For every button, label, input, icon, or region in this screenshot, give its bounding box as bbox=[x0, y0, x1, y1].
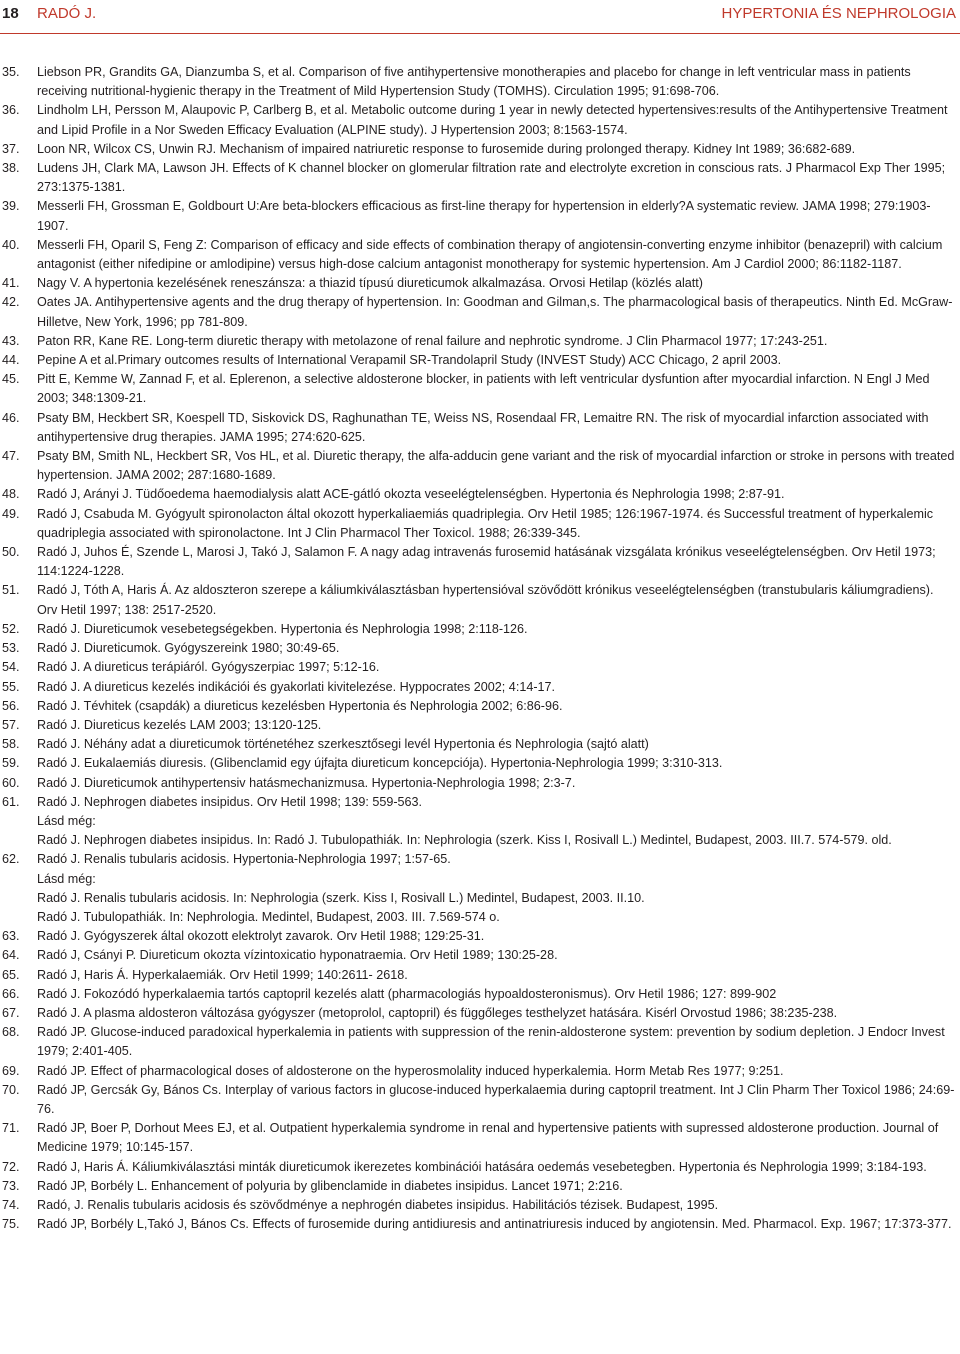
reference-text bbox=[37, 1177, 957, 1196]
reference-number: 60. bbox=[2, 775, 20, 790]
reference-number: 64. bbox=[2, 948, 20, 963]
reference-citation: Pepine A et al.Primary outcomes results of International Verapamil SR-Trandolapril Study (INVEST Study) ACC Chicago, 2 april 2003. bbox=[37, 353, 782, 368]
reference-number: 56. bbox=[2, 698, 20, 713]
reference-item bbox=[2, 774, 957, 793]
reference-number: 65. bbox=[2, 967, 20, 982]
reference-citation: Radó J, Arányi J. Tüdőoedema haemodialysis alatt ACE-gátló okozta veseelégtelenségben. Hypertonia és Nephrologia 1998; 2:87-91. bbox=[37, 487, 785, 502]
running-section-title: HYPERTONIA ÉS NEPHROLOGIA bbox=[721, 5, 956, 22]
reference-text bbox=[37, 274, 957, 293]
reference-number: 38. bbox=[2, 161, 20, 176]
reference-text bbox=[37, 197, 957, 235]
reference-item bbox=[2, 1062, 957, 1081]
reference-item bbox=[2, 159, 957, 197]
reference-item bbox=[2, 1196, 957, 1215]
reference-item bbox=[2, 1177, 957, 1196]
reference-citation: Radó, J. Renalis tubularis acidosis és szövődménye a nephrogén diabetes insipidus. Habilitációs tézisek. Budapest, 1995. bbox=[37, 1197, 719, 1212]
reference-citation: Paton RR, Kane RE. Long-term diuretic therapy with metolazone of renal failure and nephrotic syndrome. J Clin Pharmacol 1977; 17:243-251. bbox=[37, 333, 828, 348]
reference-text bbox=[37, 409, 957, 447]
reference-item bbox=[2, 1023, 957, 1061]
reference-text bbox=[37, 1215, 957, 1234]
reference-text bbox=[37, 543, 957, 581]
reference-number: 75. bbox=[2, 1217, 20, 1232]
reference-citation: Radó J. A diureticus terápiáról. Gyógyszerpiac 1997; 5:12-16. bbox=[37, 660, 380, 675]
reference-text bbox=[37, 620, 957, 639]
reference-number: 58. bbox=[2, 737, 20, 752]
reference-number: 73. bbox=[2, 1178, 20, 1193]
reference-citation: Radó J. Diureticumok antihypertensiv hatásmechanizmusa. Hypertonia-Nephrologia 1998; 2:3-7. bbox=[37, 775, 576, 790]
reference-item bbox=[2, 485, 957, 504]
reference-number: 39. bbox=[2, 199, 20, 214]
reference-text bbox=[37, 1004, 957, 1023]
reference-number: 72. bbox=[2, 1159, 20, 1174]
reference-item bbox=[2, 505, 957, 543]
reference-item bbox=[2, 140, 957, 159]
reference-citation: Nagy V. A hypertonia kezelésének reneszánsza: a thiazid típusú diureticumok alkalmazása. Orvosi Hetilap (közlés alatt) bbox=[37, 276, 703, 291]
reference-text bbox=[37, 658, 957, 677]
reference-text bbox=[37, 716, 957, 735]
reference-text bbox=[37, 985, 957, 1004]
reference-item bbox=[2, 985, 957, 1004]
reference-citation: Radó J, Csányi P. Diureticum okozta vízintoxicatio hyponatraemia. Orv Hetil 1989; 130:25-28. bbox=[37, 948, 558, 963]
reference-number: 43. bbox=[2, 333, 20, 348]
reference-number: 35. bbox=[2, 65, 20, 79]
reference-text bbox=[37, 639, 957, 658]
reference-citation: Radó J, Tóth A, Haris Á. Az aldoszteron szerepe a káliumkiválasztásban hypertensióval szövődött krónikus veseelégtelenségben (transtubularis káliumgradiens). Orv Hetil 1997; 138: 2517-2520. bbox=[37, 583, 934, 617]
reference-citation: Messerli FH, Grossman E, Goldbourt U:Are beta-blockers efficacious as first-line therapy for hypertension in elderly?A systematic review. JAMA 1998; 279:1903-1907. bbox=[37, 199, 931, 233]
reference-item bbox=[2, 927, 957, 946]
reference-item bbox=[2, 1119, 957, 1157]
reference-number: 49. bbox=[2, 506, 20, 521]
reference-item bbox=[2, 447, 957, 485]
reference-text bbox=[37, 447, 957, 485]
reference-text bbox=[37, 293, 957, 331]
reference-citation: Radó J. Tévhitek (csapdák) a diureticus kezelésben Hypertonia és Nephrologia 2002; 6:86-96. bbox=[37, 698, 563, 713]
reference-text bbox=[37, 581, 957, 619]
reference-number: 46. bbox=[2, 410, 20, 425]
reference-text bbox=[37, 793, 957, 851]
reference-citation: Radó J. Renalis tubularis acidosis. Hypertonia-Nephrologia 1997; 1:57-65. bbox=[37, 852, 451, 867]
reference-item bbox=[2, 370, 957, 408]
reference-number: 44. bbox=[2, 353, 20, 368]
reference-citation: Psaty BM, Heckbert SR, Koespell TD, Siskovick DS, Raghunathan TE, Weiss NS, Rosendaal FR, Lemaitre RN. The risk of myocardial infarction associated with antihypertensive drug therapies. JAMA 1995; 274:620-625. bbox=[37, 410, 929, 444]
reference-number: 53. bbox=[2, 641, 20, 656]
reference-see-also-line: Radó J. Nephrogen diabetes insipidus. In: Radó J. Tubulopathiák. In: Nephrologia (szerk. Kiss I, Rosivall L.) Medintel, Budapest, 2003. III.7. 574-579. old. bbox=[37, 833, 892, 848]
reference-citation: Psaty BM, Smith NL, Heckbert SR, Vos HL, et al. Diuretic therapy, the alfa-adducin gene variant and the risk of myocardial infarction or stroke in persons with treated hypertension. JAMA 2002; 287:1680-1689. bbox=[37, 449, 955, 483]
reference-item bbox=[2, 1158, 957, 1177]
reference-text bbox=[37, 101, 957, 139]
reference-item bbox=[2, 793, 957, 851]
reference-item bbox=[2, 332, 957, 351]
reference-citation: Messerli FH, Oparil S, Feng Z: Comparison of efficacy and side effects of combination therapy of angiotensin-converting enzyme inhibitor (benazepril) with calcium antagonist (either nifedipine or amlodipine) versus high-dose calcium antagonist monotherapy for systemic hypertension. Am J Cardiol 2000; 86:1182-1187. bbox=[37, 237, 943, 272]
reference-citation: Radó J, Haris Á. Káliumkiválasztási minták diureticumok ikerezetes kombinációi hatására oedemás vesebetegben. Hypertonia és Nephrologia 1999; 3:184-193. bbox=[37, 1159, 927, 1174]
reference-number: 50. bbox=[2, 545, 20, 560]
reference-see-also-line: Lásd még: bbox=[37, 813, 96, 828]
reference-item bbox=[2, 274, 957, 293]
reference-citation: Radó J, Juhos É, Szende L, Marosi J, Takó J, Salamon F. A nagy adag intravenás furosemid hatásának vizsgálata krónikus veseelégtelenségben. Orv Hetil 1973; 114:1224-1228. bbox=[37, 545, 936, 579]
reference-number: 61. bbox=[2, 794, 20, 809]
reference-text bbox=[37, 850, 957, 927]
reference-text bbox=[37, 1158, 957, 1177]
reference-item bbox=[2, 966, 957, 985]
reference-item bbox=[2, 1004, 957, 1023]
reference-text bbox=[37, 1119, 957, 1157]
reference-item bbox=[2, 63, 957, 101]
reference-citation: Radó JP, Borbély L. Enhancement of polyuria by glibenclamide in diabetes insipidus. Lancet 1971; 2:216. bbox=[37, 1178, 623, 1193]
reference-text bbox=[37, 966, 957, 985]
reference-item bbox=[2, 581, 957, 619]
reference-text bbox=[37, 946, 957, 965]
reference-number: 42. bbox=[2, 295, 20, 310]
reference-citation: Oates JA. Antihypertensive agents and the drug therapy of hypertension. In: Goodman and Gilman,s. The pharmacological basis of therapeutics. Ninth Ed. McGraw-Hilletve, New York, 1996; pp 781-809. bbox=[37, 295, 953, 329]
reference-citation: Radó JP. Effect of pharmacological doses of aldosterone on the hyperosmolality induced hyperkalemia. Horm Metab Res 1977; 9:251. bbox=[37, 1063, 784, 1078]
reference-item bbox=[2, 1215, 957, 1234]
reference-see-also-line: Radó J. Renalis tubularis acidosis. In: Nephrologia (szerk. Kiss I, Rosivall L.) Medintel, Budapest, 2003. II.10. bbox=[37, 890, 645, 905]
reference-text bbox=[37, 140, 957, 159]
reference-citation: Radó J. A plasma aldosteron változása gyógyszer (metoprolol, captopril) és függőleges testhelyzet hatására. Kisérl Orvostud 1986; 38:235-238. bbox=[37, 1005, 838, 1020]
reference-number: 66. bbox=[2, 986, 20, 1001]
reference-number: 45. bbox=[2, 372, 20, 387]
reference-citation: Liebson PR, Grandits GA, Dianzumba S, et al. Comparison of five antihypertensive monotherapies and placebo for change in left ventricular mass in patients receiving nutritional-hygienic therapy in the Treatment of Mild Hypertension Study (TOMHS). Circulation 1995; 91:698-706. bbox=[37, 65, 911, 99]
reference-text bbox=[37, 485, 957, 504]
reference-text bbox=[37, 678, 957, 697]
reference-item bbox=[2, 658, 957, 677]
reference-number: 62. bbox=[2, 852, 20, 867]
reference-text bbox=[37, 1081, 957, 1119]
reference-number: 68. bbox=[2, 1025, 20, 1040]
reference-item bbox=[2, 101, 957, 139]
reference-citation: Pitt E, Kemme W, Zannad F, et al. Eplerenon, a selective aldosterone blocker, in patients with left ventricular dysfuntion after myocardial infarction. N Engl J Med 2003; 348:1309-21. bbox=[37, 372, 930, 406]
reference-number: 48. bbox=[2, 487, 20, 502]
reference-text bbox=[37, 236, 957, 274]
reference-number: 36. bbox=[2, 103, 20, 118]
reference-text bbox=[37, 927, 957, 946]
reference-citation: Radó J. Diureticumok. Gyógyszereink 1980; 30:49-65. bbox=[37, 641, 340, 656]
reference-item bbox=[2, 409, 957, 447]
reference-text bbox=[37, 370, 957, 408]
reference-citation: Radó JP. Glucose-induced paradoxical hyperkalemia in patients with suppression of the renin-aldosterone system: prevention by sodium depletion. J Endocr Invest 1979; 2:401-405. bbox=[37, 1025, 945, 1059]
page-number: 18 bbox=[2, 5, 19, 22]
reference-item bbox=[2, 1081, 957, 1119]
reference-text bbox=[37, 1196, 957, 1215]
reference-text bbox=[37, 505, 957, 543]
reference-citation: Loon NR, Wilcox CS, Unwin RJ. Mechanism of impaired natriuretic response to furosemide during prolonged therapy. Kidney Int 1989; 36:682-689. bbox=[37, 141, 856, 156]
reference-citation: Radó J. Gyógyszerek által okozott elektrolyt zavarok. Orv Hetil 1988; 129:25-31. bbox=[37, 929, 485, 944]
reference-number: 71. bbox=[2, 1121, 20, 1136]
reference-citation: Ludens JH, Clark MA, Lawson JH. Effects of K channel blocker on glomerular filtration rate and electrolyte excretion in conscious rats. J Pharmacol Exp Ther 1995; 273:1375-1381. bbox=[37, 161, 946, 195]
reference-item bbox=[2, 716, 957, 735]
reference-item bbox=[2, 639, 957, 658]
reference-number: 52. bbox=[2, 621, 20, 636]
reference-citation: Radó J. Diureticus kezelés LAM 2003; 13:120-125. bbox=[37, 717, 322, 732]
reference-number: 69. bbox=[2, 1063, 20, 1078]
reference-item bbox=[2, 754, 957, 773]
reference-item bbox=[2, 236, 957, 274]
reference-number: 37. bbox=[2, 141, 20, 156]
reference-citation: Radó J. Néhány adat a diureticumok történetéhez szerkesztősegi levél Hypertonia és Nephrologia (sajtó alatt) bbox=[37, 737, 649, 752]
reference-number: 51. bbox=[2, 583, 20, 598]
reference-text bbox=[37, 774, 957, 793]
reference-text bbox=[37, 697, 957, 716]
reference-citation: Radó J, Haris Á. Hyperkalaemiák. Orv Hetil 1999; 140:2611- 2618. bbox=[37, 967, 408, 982]
reference-text bbox=[37, 332, 957, 351]
reference-number: 59. bbox=[2, 756, 20, 771]
reference-number: 70. bbox=[2, 1082, 20, 1097]
reference-citation: Radó JP, Boer P, Dorhout Mees EJ, et al. Outpatient hyperkalemia syndrome in renal and hypertensive patients with supressed aldosterone production. Journal of Medicine 1979; 10:145-157. bbox=[37, 1121, 939, 1155]
reference-item bbox=[2, 293, 957, 331]
reference-citation: Radó J. Eukalaemiás diuresis. (Glibenclamid egy újfajta diureticum koncepciója). Hypertonia-Nephrologia 1999; 3:310-313. bbox=[37, 756, 723, 771]
reference-number: 67. bbox=[2, 1005, 20, 1020]
reference-text bbox=[37, 351, 957, 370]
reference-citation: Radó J. A diureticus kezelés indikációi és gyakorlati kivitelezése. Hyppocrates 2002; 4:14-17. bbox=[37, 679, 556, 694]
reference-text bbox=[37, 63, 957, 101]
page-header bbox=[0, 0, 960, 34]
reference-number: 55. bbox=[2, 679, 20, 694]
reference-see-also-line: Lásd még: bbox=[37, 871, 96, 886]
reference-text bbox=[37, 159, 957, 197]
reference-number: 57. bbox=[2, 717, 20, 732]
reference-text bbox=[37, 1062, 957, 1081]
reference-citation: Lindholm LH, Persson M, Alaupovic P, Carlberg B, et al. Metabolic outcome during 1 year in newly detected hypertensives:results of the Antihypertensive Treatment and Lipid Profile in a Nor Sweden Efficacy Evaluation (ALPINE study). J Hypertension 2003; 8:1563-1574. bbox=[37, 103, 948, 137]
reference-item bbox=[2, 735, 957, 754]
reference-number: 63. bbox=[2, 929, 20, 944]
reference-number: 47. bbox=[2, 449, 20, 464]
reference-text bbox=[37, 735, 957, 754]
reference-item bbox=[2, 850, 957, 927]
reference-item bbox=[2, 351, 957, 370]
reference-citation: Radó JP, Gercsák Gy, Bános Cs. Interplay of various factors in glucose-induced hyperkalaemia during captopril treatment. Int J Clin Pharm Ther Toxicol 1986; 24:69-76. bbox=[37, 1082, 955, 1116]
reference-item bbox=[2, 946, 957, 965]
reference-item bbox=[2, 678, 957, 697]
reference-citation: Radó J. Fokozódó hyperkalaemia tartós captopril kezelés alatt (pharmacologiás hypoaldosteronismus). Orv Hetil 1986; 127: 899-902 bbox=[37, 986, 777, 1001]
reference-citation: Radó JP, Borbély L,Takó J, Bános Cs. Effects of furosemide during antidiuresis and antinatriuresis induced by angiotensin. Med. Pharmacol. Exp. 1967; 17:373-377. bbox=[37, 1217, 952, 1232]
reference-number: 41. bbox=[2, 276, 20, 291]
reference-item bbox=[2, 697, 957, 716]
reference-item bbox=[2, 543, 957, 581]
reference-item bbox=[2, 620, 957, 639]
reference-citation: Radó J. Nephrogen diabetes insipidus. Orv Hetil 1998; 139: 559-563. bbox=[37, 794, 423, 809]
reference-number: 74. bbox=[2, 1197, 20, 1212]
reference-text bbox=[37, 1023, 957, 1061]
reference-list bbox=[2, 63, 957, 1234]
running-author: RADÓ J. bbox=[37, 5, 97, 22]
reference-text bbox=[37, 754, 957, 773]
reference-number: 54. bbox=[2, 660, 20, 675]
reference-citation: Radó J, Csabuda M. Gyógyult spironolacton által okozott hyperkaliaemiás quadriplegia. Orv Hetil 1985; 126:1967-1974. és Successful treatment of hyperkalemic quadriplegia associated with spironolactone. Int J Clin Pharmacol Ther Toxicol. 1988; 26:339-345. bbox=[37, 506, 934, 540]
reference-citation: Radó J. Diureticumok vesebetegségekben. Hypertonia és Nephrologia 1998; 2:118-126. bbox=[37, 621, 528, 636]
reference-item bbox=[2, 197, 957, 235]
reference-see-also-line: Radó J. Tubulopathiák. In: Nephrologia. Medintel, Budapest, 2003. III. 7.569-574 o. bbox=[37, 909, 500, 924]
reference-number: 40. bbox=[2, 237, 20, 252]
